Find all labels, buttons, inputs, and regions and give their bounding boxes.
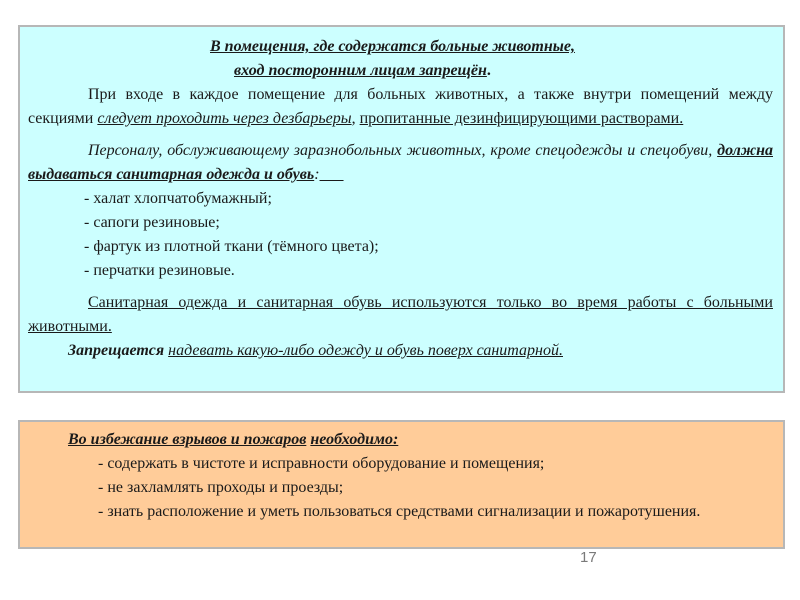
entry-text: При входе в каждое помещение для больных животных, а также внутри помещений между секциями: [28, 86, 773, 127]
heading-line-1: [28, 35, 773, 59]
fire-safety-lead-part1: Во избежание взрывов и пожаров: [68, 431, 307, 448]
fire-safety-item: - содержать в чистоте и исправности оборудование и помещения;: [98, 455, 545, 472]
entry-comma: ,: [351, 110, 360, 127]
fire-safety-item: - знать расположение и уметь пользоваться средствами сигнализации и пожаротушения.: [98, 503, 701, 520]
page-number: 17: [580, 549, 597, 566]
fire-safety-lead-part2: необходимо:: [310, 431, 399, 448]
fire-safety-panel: [18, 420, 785, 549]
entry-italic: следует проходить через дезбарьеры: [97, 110, 352, 127]
heading-line-2-text: вход посторонним лицам запрещён: [234, 62, 487, 79]
heading-line-1-text: В помещения, где содержатся больные животные,: [210, 38, 575, 55]
fire-safety-item: - не захламлять проходы и проезды;: [98, 479, 344, 496]
staff-bold: должна выдаваться санитарная одежда и обувь: [28, 142, 773, 183]
list-item: - фартук из плотной ткани (тёмного цвета);: [84, 238, 379, 255]
list-item: - сапоги резиновые;: [84, 214, 220, 231]
list-item: - перчатки резиновые.: [84, 262, 235, 279]
paragraph-entry-barriers: [28, 83, 773, 131]
prohibition-bold: Запрещается: [68, 342, 165, 359]
paragraph-staff-clothing: [28, 139, 773, 187]
paragraph-prohibition: [28, 339, 773, 363]
fire-safety-lead: [28, 428, 773, 452]
staff-tail: [320, 166, 344, 183]
heading-line-2: [28, 59, 773, 83]
usage-text: Санитарная одежда и санитарная обувь используются только во время работы с больными животными.: [28, 294, 773, 335]
staff-italic: Персоналу, обслуживающему заразнобольных животных, кроме спецодежды и спецобуви,: [88, 142, 718, 159]
list-item: - халат хлопчатобумажный;: [84, 190, 272, 207]
heading-line-2-period: .: [486, 62, 491, 79]
prohibition-italic: надевать какую-либо одежду и обувь поверх санитарной.: [168, 342, 563, 359]
entry-end: пропитанные дезинфицирующими растворами.: [359, 110, 684, 127]
staff-colon: :: [314, 166, 320, 183]
sanitary-rules-panel: [18, 25, 785, 393]
paragraph-usage: [28, 291, 773, 339]
